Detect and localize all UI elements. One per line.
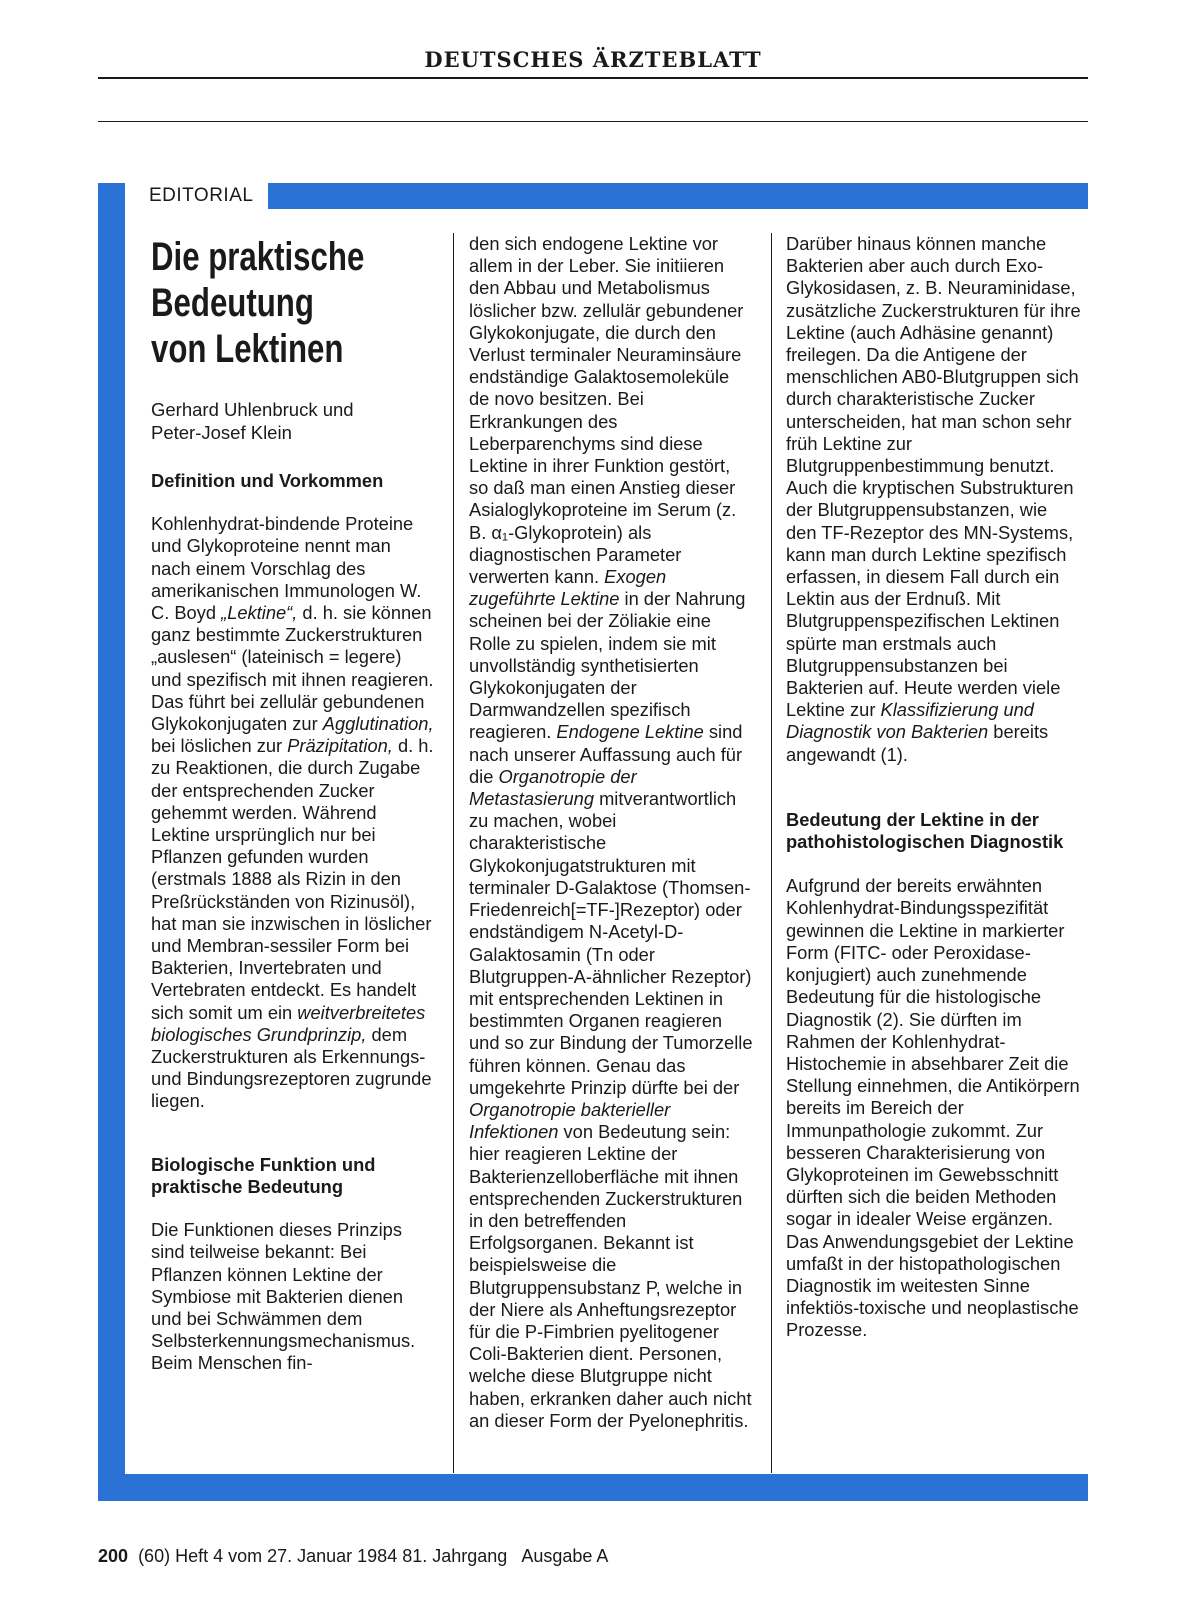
- text-run: bei löslichen zur: [151, 735, 288, 757]
- italic-term: Endogene Lektine: [556, 721, 704, 743]
- column-2: [469, 233, 754, 1432]
- text-run: mitverantwortlich zu machen, wobei charakteristische Glykokonjugatstrukturen mit terminaler D-Galaktose (Thomsen-Friedenreich[=TF-]Rezeptor) oder endständigem N-Acetyl-D-Galaktosamin (Tn oder Blutgruppen-A-ähnlicher Rezeptor) mit entsprechenden Lektinen in bestimmten Organen reagieren und so zur Bindung der Tumorzelle führen können. Genau das umgekehrte Prinzip dürfte bei der: [469, 788, 753, 1098]
- text-run: in der Nahrung scheinen bei der Zöliakie eine Rolle zu spielen, indem sie mit unvollständig synthetisierten Glykokonjugaten der Darmwandzellen spezifisch reagieren.: [469, 588, 746, 743]
- italic-term: Präzipitation,: [287, 735, 393, 757]
- text-run: d. h. sie können ganz bestimmte Zuckerstrukturen „auslesen“ (lateinisch = legere) und spezifisch mit ihnen reagieren. Das führt bei zellulär gebundenen Glykokonjugaten zur: [151, 602, 434, 735]
- italic-term: weitverbreitetes biologisches Grundprinzip,: [151, 1001, 426, 1045]
- paragraph-continued: [469, 233, 754, 1432]
- frame-bottom-bar: [98, 1474, 1088, 1501]
- heading-definition: Definition und Vorkommen: [151, 470, 384, 491]
- text-run: bereits angewandt (1).: [786, 721, 1049, 765]
- text-run: d. h. zu Reaktionen, die durch Zugabe der entsprechenden Zucker gehemmt werden. Während Lektine ursprünglich nur bei Pflanzen gefunden wurden (erstmals 1888 als Rizin in den Preßrückständen von Rizinusöl), hat man sie inzwischen in löslicher und Membran-sessiler Form bei Bakterien, Invertebraten und Vertebraten entdeckt. Es handelt sich somit um ein: [151, 735, 434, 1023]
- italic-term: Klassifizierung und Diagnostik von Bakterien: [786, 699, 1034, 743]
- italic-term: Organotropie bakterieller Infektionen: [469, 1098, 671, 1143]
- page-footer: [98, 1545, 608, 1567]
- column-1: [151, 470, 434, 1375]
- masthead-rule: [98, 77, 1088, 79]
- paragraph-biological-function: Die Funktionen dieses Prinzips sind teilweise bekannt: Bei Pflanzen können Lektine der Symbiose mit Bakterien dienen und bei Schwämmen dem Selbsterkennungsmechanismus. Beim Menschen fin-: [151, 1219, 416, 1374]
- text-run: sind nach unserer Auffassung auch für die: [469, 721, 743, 787]
- text-run: Darüber hinaus können manche Bakterien aber auch durch Exo-Glykosidasen, z. B. Neuraminidase, zusätzliche Zuckerstrukturen für ihre Lektine (auch Adhäsine genannt) freilegen. Da die Antigene der menschlichen AB0-Blutgruppen sich durch charakteristische Zucker unterscheiden, hat man schon sehr früh Lektine zur Blutgruppenbestimmung benutzt. Auch die kryptischen Substrukturen der Blutgruppensubstanzen, wie den TF-Rezeptor des MN-Systems, kann man durch Lektine spezifisch erfassen, in diesem Fall durch ein Lektin aus der Erdnuß. Mit Blutgruppenspezifischen Lektinen spürte man erstmals auch Blutgruppensubstanzen bei Bakterien auf. Heute werden viele Lektine zur: [786, 233, 1081, 721]
- text-run: dem Zuckerstrukturen als Erkennungs- und Bindungsrezeptoren zugrunde liegen.: [151, 1023, 432, 1112]
- italic-term: Exogen zugeführte Lektine: [469, 566, 667, 610]
- text-run: von Bedeutung sein: hier reagieren Lektine der Bakterienzelloberfläche mit ihnen entsprechenden Zuckerstrukturen in den betreffenden Erfolgsorganen. Bekannt ist beispielsweise die Blutgruppensubstanz P, welche in der Niere als Anheftungsrezeptor für die P-Fimbrien pyelitogener Coli-Bakterien dient. Personen, welche diese Blutgruppe nicht haben, erkranken daher auch nicht an dieser Form der Pyelonephritis.: [469, 1121, 752, 1431]
- column-divider-2: [771, 233, 772, 1473]
- text-run: den sich endogene Lektine vor allem in der Leber. Sie initiieren den Abbau und Metabolismus löslicher bzw. zellulär gebundener Glykokonjugate, die durch den Verlust terminaler Neuraminsäure endständige Galaktosemoleküle de novo besitzen. Bei Erkrankungen des Leberparenchyms sind diese Lektine in ihrer Funktion gestört, so daß man einen Anstieg dieser Asialoglykoproteine im Serum (z. B. α₁-Glykoprotein) als diagnostischen Parameter verwerten kann.: [469, 233, 744, 588]
- author-line-1: Gerhard Uhlenbruck und: [151, 399, 354, 420]
- paragraph-pathohistology: Aufgrund der bereits erwähnten Kohlenhydrat-Bindungsspezifität gewinnen die Lektine in markierter Form (FITC- oder Peroxidase-konjugiert) auch zunehmende Bedeutung für die histologische Diagnostik (2). Sie dürften im Rahmen der Kohlenhydrat-Histochemie in absehbarer Zeit die Stellung einnehmen, die Antikörpern bereits im Bereich der Immunpathologie zukommt. Zur besseren Charakterisierung von Glykoproteinen im Gewebsschnitt dürften sich die beiden Methoden sogar in idealer Weise ergänzen. Das Anwendungsgebiet der Lektine umfaßt in der histopathologischen Diagnostik im weitesten Sinne infektiös-toxische und neoplastische Prozesse.: [786, 875, 1080, 1341]
- italic-term: „Lektine“,: [221, 602, 298, 624]
- paragraph-bacteria: [786, 233, 1081, 766]
- heading-pathohistology: Bedeutung der Lektine in der pathohistologischen Diagnostik: [786, 808, 1064, 853]
- heading-biological-function: Biologische Funktion und praktische Bedeutung: [151, 1153, 376, 1197]
- authors: [151, 398, 431, 444]
- header-rule: [98, 121, 1088, 122]
- column-divider-1: [453, 233, 454, 1473]
- edition-info: Ausgabe A: [521, 1546, 609, 1566]
- page-number: 200: [98, 1546, 129, 1566]
- italic-term: Agglutination,: [322, 713, 434, 735]
- article-title: Die praktische Bedeutung von Lektinen: [151, 235, 365, 371]
- column-3: [786, 233, 1081, 1342]
- paragraph-definition: [151, 513, 434, 1112]
- italic-term: Organotropie der Metastasierung: [469, 765, 637, 810]
- author-line-2: Peter-Josef Klein: [151, 422, 292, 443]
- section-label: EDITORIAL: [149, 185, 254, 206]
- issue-info: (60) Heft 4 vom 27. Januar 1984 81. Jahrgang: [138, 1546, 508, 1566]
- text-run: Kohlenhydrat-bindende Proteine und Glykoproteine nennt man nach einem Vorschlag des amerikanischen Immunologen W. C. Boyd: [151, 513, 422, 624]
- masthead: DEUTSCHES ÄRZTEBLATT: [424, 47, 762, 72]
- frame-left-bar: [98, 183, 125, 1501]
